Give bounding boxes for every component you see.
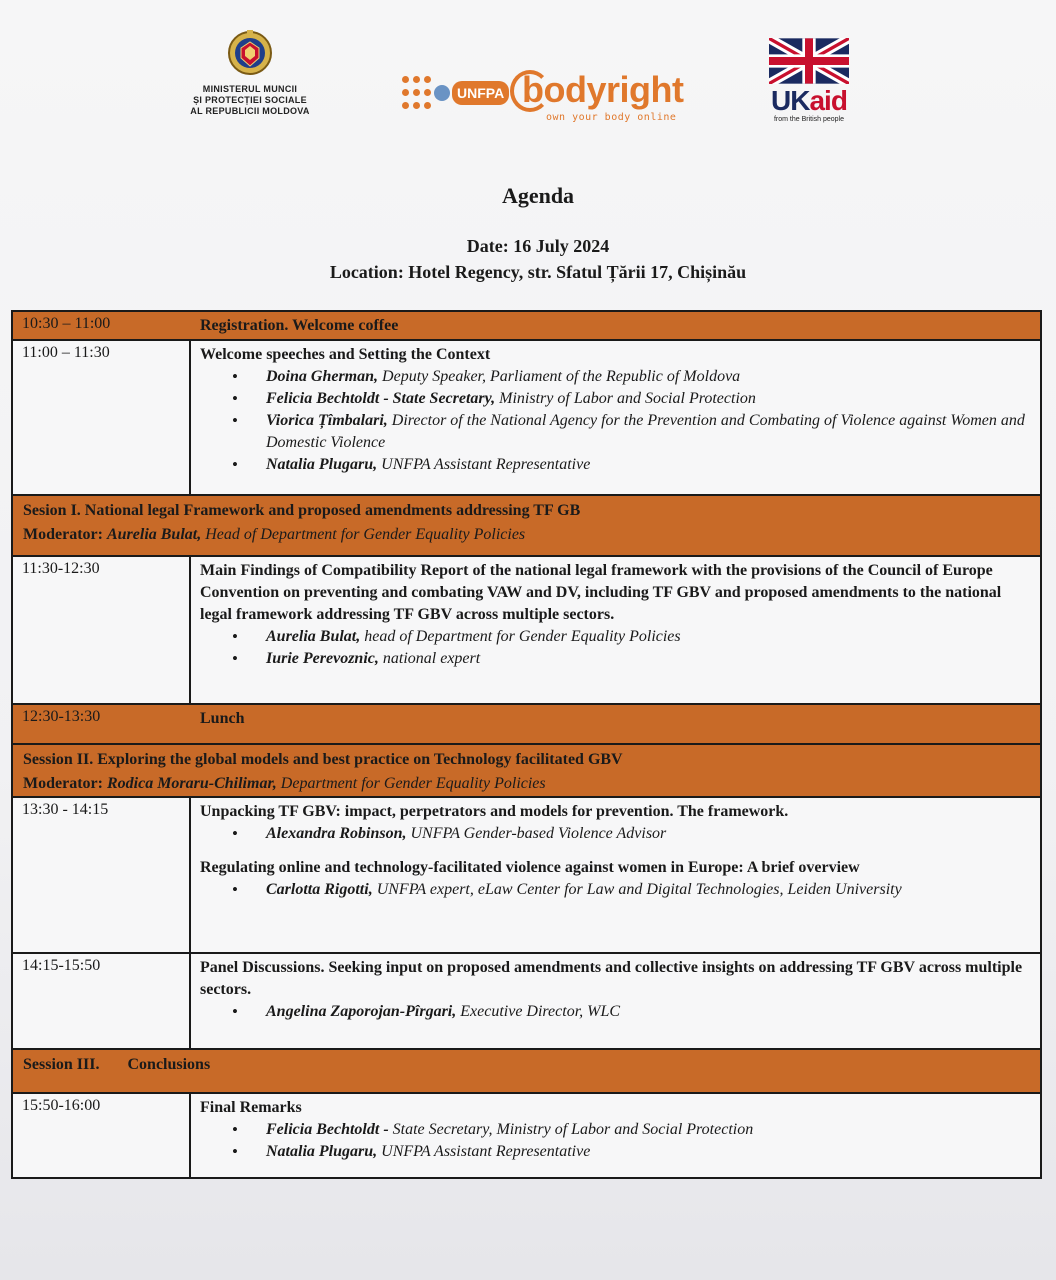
session-header-row	[13, 743, 1040, 796]
time-cell: 15:50-16:00	[13, 1094, 191, 1177]
speaker-role: head of Department for Gender Equality Policies	[360, 628, 681, 645]
list-item	[266, 388, 1031, 410]
speaker-role: UNFPA Gender-based Violence Advisor	[406, 825, 667, 842]
session-header	[13, 1050, 1040, 1092]
moderator-label: Moderator:	[23, 526, 107, 543]
speaker-role: Executive Director, WLC	[456, 1003, 621, 1020]
list-item	[266, 410, 1031, 454]
item-body	[191, 798, 1040, 952]
list-item	[266, 626, 1031, 648]
ukaid-aid-text: aid	[809, 85, 847, 116]
time-cell: 11:00 – 11:30	[13, 341, 191, 494]
item-body	[191, 1094, 1040, 1177]
item-body	[191, 341, 1040, 494]
speaker-role: UNFPA Assistant Representative	[377, 456, 591, 473]
list-item	[266, 1141, 1031, 1163]
speaker-role: national expert	[378, 650, 481, 667]
table-row	[13, 796, 1040, 952]
event-date: Date: 16 July 2024	[466, 236, 610, 256]
table-row	[13, 339, 1040, 494]
moderator-label: Moderator:	[23, 775, 107, 792]
moldova-coat-of-arms-icon	[227, 26, 273, 80]
ukaid-tagline: from the British people	[773, 116, 845, 123]
ukaid-uk-text: UK	[771, 85, 810, 116]
item-title: Panel Discussions. Seeking input on proposed amendments and collective insights on addressing TF GBV across multiple sectors.	[200, 959, 1023, 998]
speaker-name: Aurelia Bulat,	[266, 628, 361, 645]
speaker-list	[200, 366, 1031, 476]
item-title: Welcome speeches and Setting the Context	[200, 346, 491, 363]
session-header	[13, 496, 1040, 555]
page-title: Agenda	[501, 183, 575, 208]
speaker-role: Ministry of Labor and Social Protection	[495, 390, 756, 407]
union-jack-icon	[769, 38, 849, 84]
item-title: Lunch	[200, 710, 245, 727]
list-item	[266, 823, 1031, 845]
ukaid-logo	[766, 38, 852, 123]
ministry-logo	[180, 26, 320, 117]
session-title: Sesion I. National legal Framework and proposed amendments addressing TF GB	[23, 502, 581, 519]
time-cell: 10:30 – 11:00	[22, 315, 111, 332]
speaker-role: UNFPA expert, eLaw Center for Law and Digital Technologies, Leiden University	[372, 881, 902, 898]
time-cell: 14:15-15:50	[13, 954, 191, 1048]
session-title: Conclusions	[127, 1056, 211, 1073]
speaker-list	[200, 879, 1031, 901]
session-moderator	[23, 772, 1031, 796]
speaker-name: Felicia Bechtoldt -	[266, 1121, 389, 1138]
speaker-name: Viorica Țîmbalari,	[266, 412, 388, 429]
unfpa-wordmark: UNFPA	[452, 81, 509, 105]
ukaid-wordmark	[766, 86, 852, 116]
speaker-name: Natalia Plugaru,	[266, 1143, 378, 1160]
speaker-name: Alexandra Robinson,	[266, 825, 407, 842]
session-header-row	[13, 494, 1040, 555]
time-cell: 13:30 - 14:15	[13, 798, 191, 952]
session-title: Session II. Exploring the global models and best practice on Technology facilitated GBV	[23, 751, 623, 768]
moderator-name: Rodica Moraru-Chilimar,	[106, 775, 277, 792]
speaker-name: Angelina Zaporojan-Pîrgari,	[266, 1003, 457, 1020]
item-title: Registration. Welcome coffee	[200, 317, 399, 334]
table-row	[13, 703, 1040, 743]
bodyright-logo	[508, 66, 688, 126]
speaker-name: Felicia Bechtoldt - State Secretary,	[266, 390, 496, 407]
event-location: Location: Hotel Regency, str. Sfatul Țării 17, Chișinău	[329, 262, 747, 282]
moderator-role: Head of Department for Gender Equality Policies	[201, 526, 526, 543]
item-title: Regulating online and technology-facilitated violence against women in Europe: A brief overview	[200, 859, 860, 876]
list-item	[266, 1001, 1031, 1023]
item-title: Main Findings of Compatibility Report of the national legal framework with the provisions of the Council of Europe Convention on preventing and combating VAW and DV, including TF GBV and proposed amendments to the national legal framework addressing TF GBV across multiple sectors.	[200, 562, 1002, 623]
item-body	[191, 557, 1040, 703]
agenda-table	[11, 310, 1042, 1179]
table-row	[13, 555, 1040, 703]
ministry-name-line-1: MINISTERUL MUNCII	[202, 84, 298, 94]
speaker-role: Director of the National Agency for the Prevention and Combating of Violence against Women and Domestic Violence	[266, 412, 1025, 451]
list-item	[266, 366, 1031, 388]
speaker-list	[200, 823, 1031, 845]
un-globe-icon	[434, 85, 450, 101]
list-item	[266, 1119, 1031, 1141]
list-item	[266, 454, 1031, 476]
ministry-name-line-3: AL REPUBLICII MOLDOVA	[190, 106, 310, 116]
item-body	[191, 954, 1040, 1048]
ministry-name-line-2: ȘI PROTECȚIEI SOCIALE	[193, 95, 307, 105]
time-cell: 11:30-12:30	[13, 557, 191, 703]
speaker-list	[200, 626, 1031, 670]
speaker-name: Doina Gherman,	[266, 368, 379, 385]
speaker-name: Iurie Perevoznic,	[266, 650, 379, 667]
speaker-name: Carlotta Rigotti,	[266, 881, 373, 898]
table-row	[13, 312, 1040, 339]
session-header-row	[13, 1048, 1040, 1092]
speaker-role: Deputy Speaker, Parliament of the Republic of Moldova	[378, 368, 741, 385]
speaker-role: State Secretary, Ministry of Labor and Social Protection	[388, 1121, 754, 1138]
session-moderator	[23, 523, 1031, 547]
bodyright-wordmark: bodyright	[522, 69, 684, 110]
list-item	[266, 879, 1031, 901]
speaker-list	[200, 1001, 1031, 1023]
moderator-name: Aurelia Bulat,	[106, 526, 202, 543]
session-label: Session III.	[23, 1056, 100, 1073]
item-title: Unpacking TF GBV: impact, perpetrators and models for prevention. The framework.	[200, 803, 789, 820]
time-cell: 12:30-13:30	[22, 708, 101, 725]
unfpa-logo	[402, 68, 509, 118]
list-item	[266, 648, 1031, 670]
bodyright-tagline: own your body online	[546, 112, 677, 123]
session-header	[13, 745, 1040, 796]
unfpa-dots-icon	[402, 72, 432, 114]
moderator-role: Department for Gender Equality Policies	[276, 775, 546, 792]
speaker-name: Natalia Plugaru,	[266, 456, 378, 473]
item-title: Final Remarks	[200, 1099, 302, 1116]
table-row	[13, 952, 1040, 1048]
speaker-role: UNFPA Assistant Representative	[377, 1143, 591, 1160]
table-row	[13, 1092, 1040, 1177]
speaker-list	[200, 1119, 1031, 1163]
